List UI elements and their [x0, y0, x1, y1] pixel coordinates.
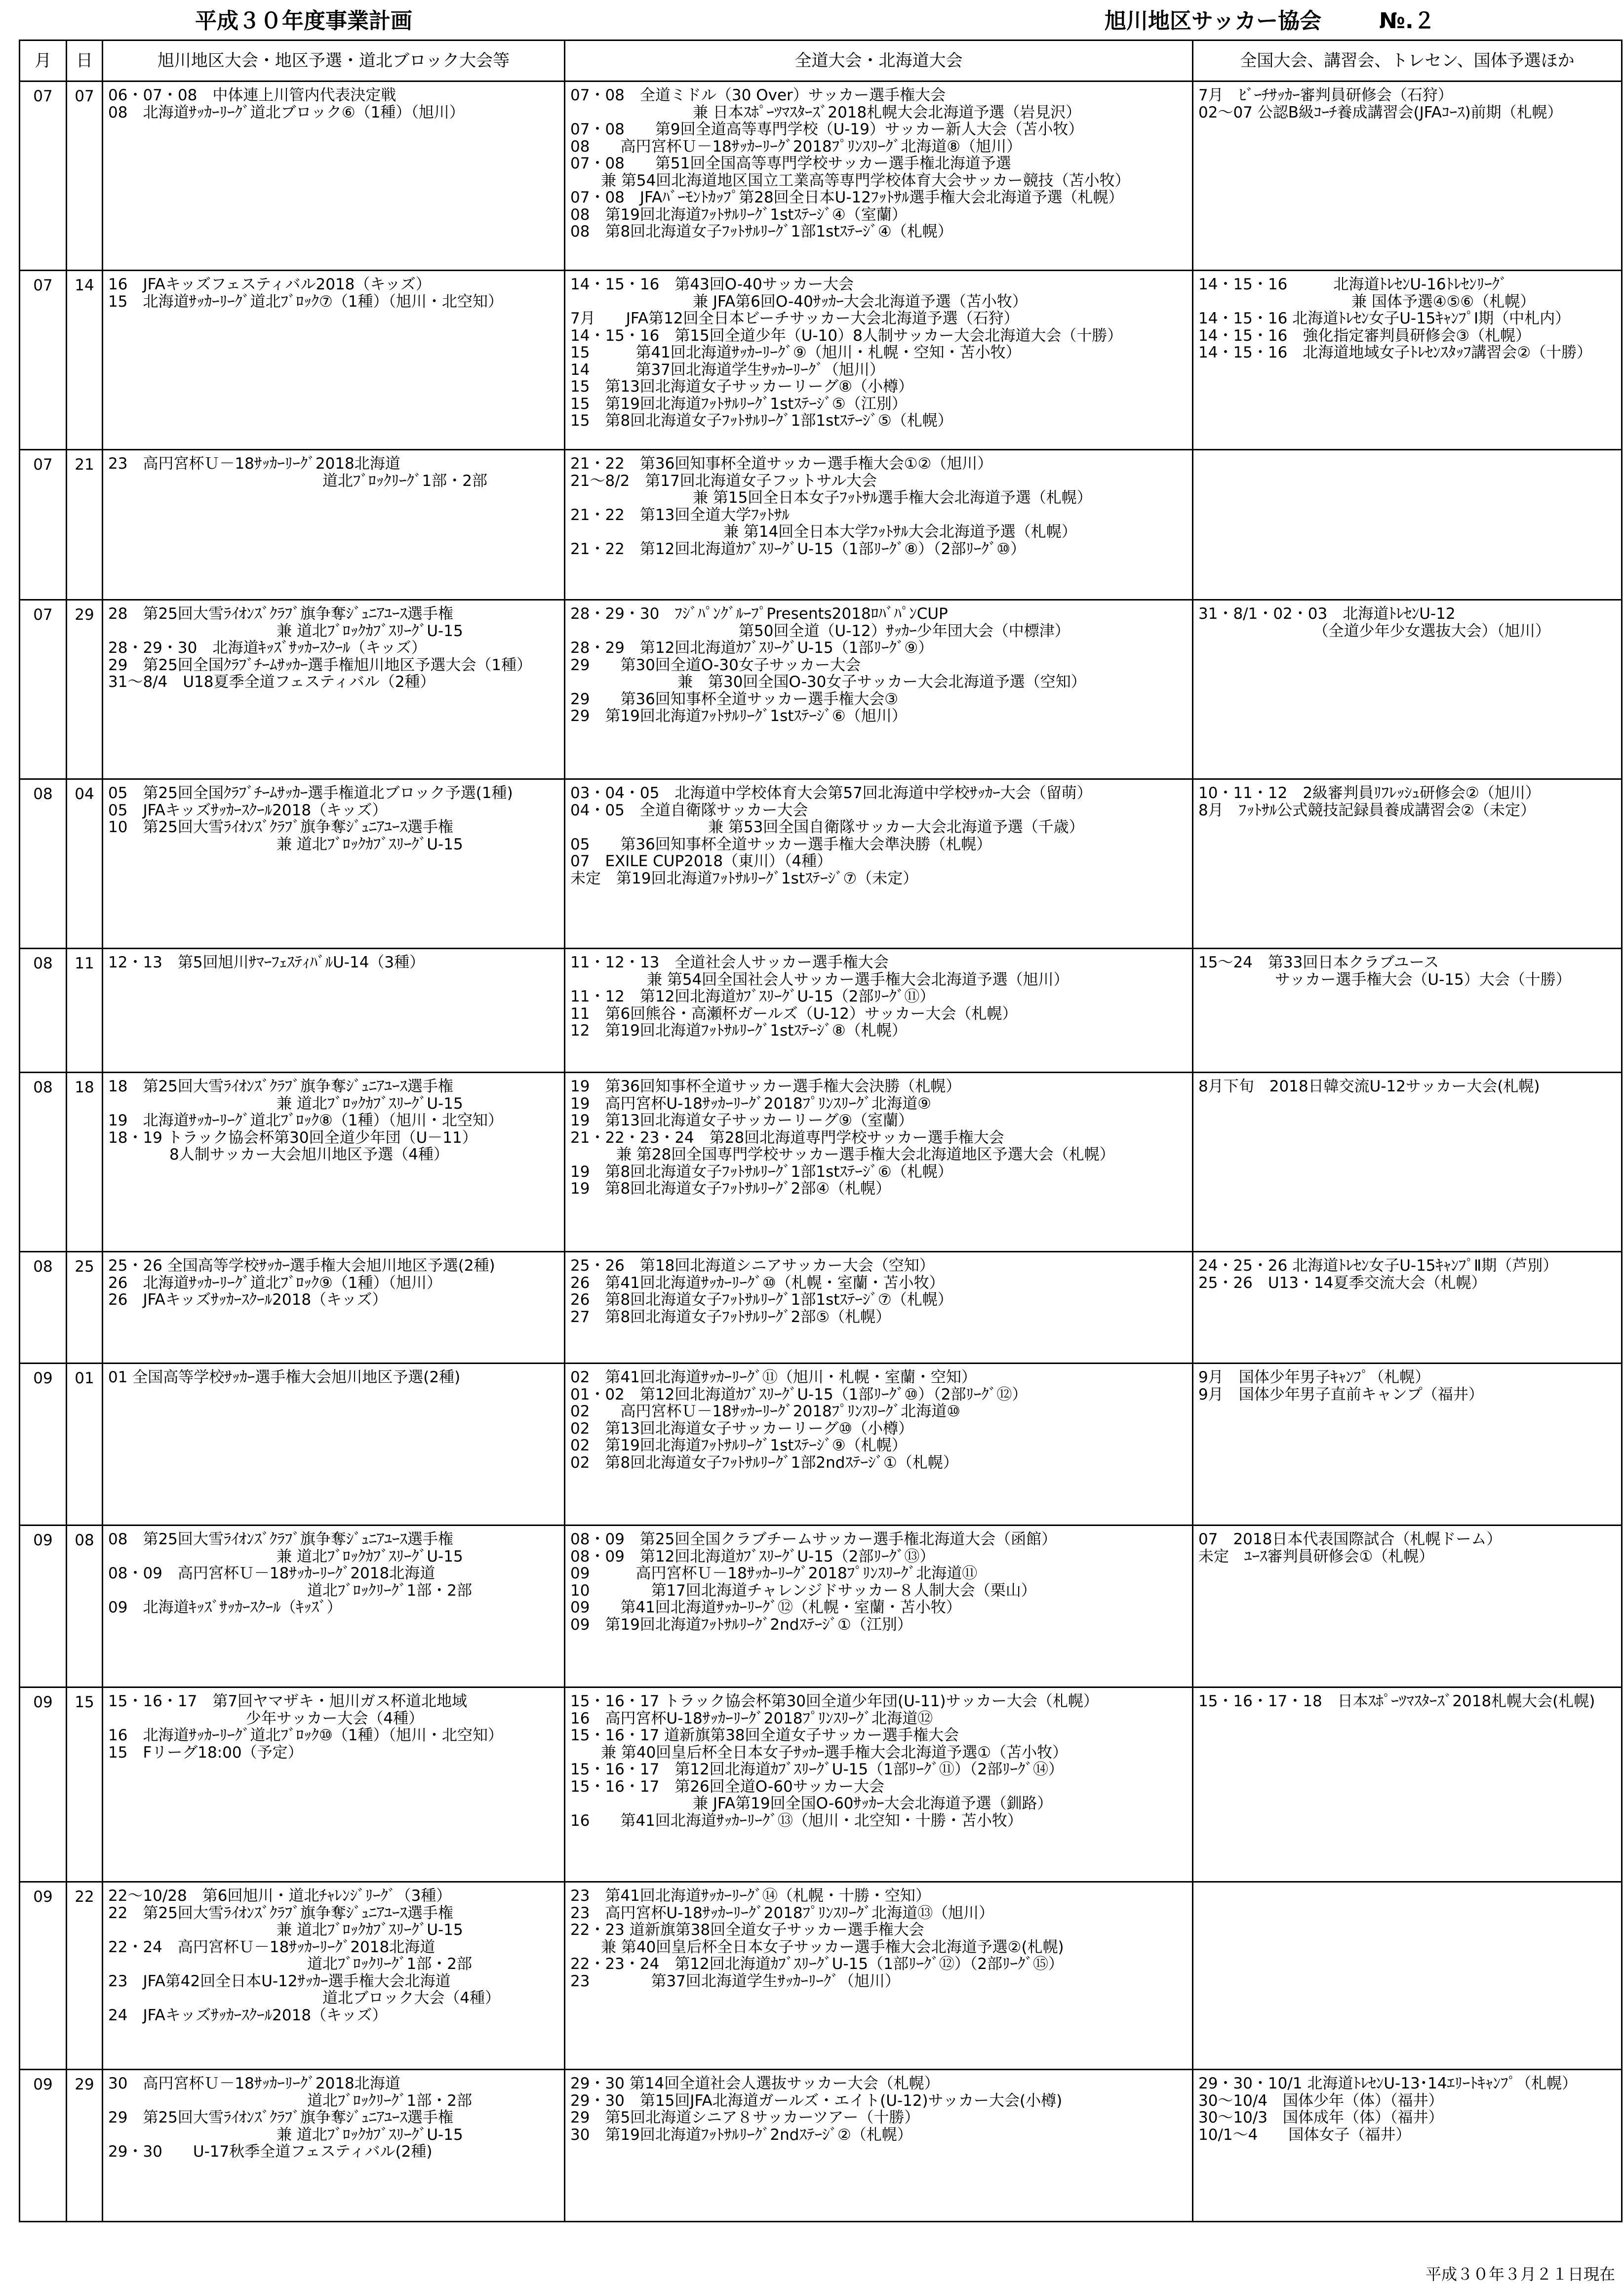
- day-cell: 22: [67, 1882, 103, 2070]
- event-line: 21・22 第36回知事杯全道サッカー選手権大会①②（旭川）: [570, 455, 993, 473]
- event-line: 07 EXILE CUP2018（東川）（4種）: [570, 853, 832, 870]
- table-header-row: [20, 40, 1622, 81]
- event-line: 14・15・16 第43回O-40サッカー大会: [570, 276, 854, 293]
- event-line: 11 第6回熊谷・高瀬杯ガールズ（U-12）サッカー大会（札幌）: [570, 1005, 1018, 1022]
- hokkaido-events-cell: [565, 949, 1193, 1073]
- national-events-cell: [1193, 271, 1622, 450]
- event-line: 11・12 第12回北海道ｶﾌﾞｽﾘｰｸﾞU-15（2部ﾘｰｸﾞ⑪）: [570, 988, 935, 1005]
- event-line: 21・22 第12回北海道ｶﾌﾞｽﾘｰｸﾞU-15（1部ﾘｰｸﾞ⑧）（2部ﾘｰｸﾞ⑩）: [570, 540, 1026, 558]
- national-events-cell: [1193, 1882, 1622, 2070]
- local-events-cell: [103, 1687, 565, 1882]
- event-line: 30～10/3 国体成年（体）（福井）: [1198, 2109, 1444, 2127]
- event-line: 09 第41回北海道ｻｯｶｰﾘｰｸﾞ⑫（札幌・室蘭・苫小牧）: [570, 1599, 961, 1616]
- local-events-cell: [103, 600, 565, 779]
- event-line: 26 JFAキッズｻｯｶｰｽｸｰﾙ2018（キッズ）: [108, 1291, 388, 1309]
- event-line: 31・8/1・02・03 北海道ﾄﾚｾﾝU-12: [1198, 605, 1456, 623]
- event-line: 10 第17回北海道チャレンジドサッカー８人制大会（栗山）: [570, 1582, 1036, 1599]
- table-row: [20, 1525, 1622, 1687]
- local-events-cell: [103, 81, 565, 271]
- event-line: 08 第8回北海道女子ﾌｯﾄｻﾙﾘｰｸﾞ1部1stｽﾃｰｼﾞ④（札幌）: [570, 223, 953, 241]
- table-row: [20, 81, 1622, 271]
- event-line: 09 高円宮杯Ｕ－18ｻｯｶｰﾘｰｸﾞ2018ﾌﾟﾘﾝｽﾘｰｸﾞ北海道⑪: [570, 1565, 978, 1582]
- hokkaido-events-cell: [565, 1687, 1193, 1882]
- event-line: 04・05 全道自衛隊サッカー大会: [570, 802, 808, 819]
- event-line: 兼 第15回全日本女子ﾌｯﾄｻﾙ選手権大会北海道予選（札幌）: [570, 489, 1092, 507]
- local-events-cell: [103, 271, 565, 450]
- local-events-cell: [103, 1073, 565, 1252]
- event-line: 07・08 第9回全道高等専門学校（U-19）サッカー新人大会（苫小牧）: [570, 121, 1084, 138]
- local-events-cell: [103, 1882, 565, 2070]
- page-number: №.２: [1379, 8, 1435, 34]
- event-line: 16 第41回北海道ｻｯｶｰﾘｰｸﾞ⑬（旭川・北空知・十勝・苫小牧）: [570, 1812, 1023, 1829]
- table-row: [20, 1073, 1622, 1252]
- local-events-cell: [103, 949, 565, 1073]
- event-line: 15 北海道ｻｯｶｰﾘｰｸﾞ道北ﾌﾞﾛｯｸ⑦（1種）（旭川・北空知）: [108, 293, 503, 310]
- event-line: 22 第25回大雪ﾗｲｵﾝｽﾞｸﾗﾌﾞ旗争奪ｼﾞｭﾆｱﾕｰｽ選手権: [108, 1904, 453, 1922]
- page-header: [0, 0, 1624, 40]
- event-line: 07 2018日本代表国際試合（札幌ドーム）: [1198, 1531, 1502, 1548]
- event-line: 兼 第53回全国自衛隊サッカー大会北海道予選（千歳）: [570, 819, 1084, 836]
- table-row: [20, 779, 1622, 949]
- header-local-events: 旭川地区大会・地区予選・道北ブロック大会等: [103, 40, 565, 81]
- table-row: [20, 1687, 1622, 1882]
- event-line: 道北ﾌﾞﾛｯｸﾘｰｸﾞ1部・2部: [108, 472, 487, 489]
- event-line: 18・19 トラック協会杯第30回全道少年団（U－11）: [108, 1129, 477, 1146]
- event-line: 24・25・26 北海道ﾄﾚｾﾝ女子U-15ｷｬﾝﾌﾟⅡ期（芦別）: [1198, 1257, 1558, 1275]
- day-cell: 04: [67, 779, 103, 949]
- event-line: 兼 JFA第19回全国O-60ｻｯｶｰ大会北海道予選（釧路）: [570, 1795, 1053, 1812]
- event-line: 道北ブロック大会（4種）: [108, 1990, 501, 2007]
- event-line: 7月 JFA第12回全日本ビーチサッカー大会北海道予選（石狩）: [570, 310, 1019, 327]
- event-line: 29・30・10/1 北海道ﾄﾚｾﾝU-13･14ｴﾘｰﾄｷｬﾝﾌﾟ（札幌）: [1198, 2075, 1578, 2092]
- event-line: 15・16・17 道新旗第38回全道女子サッカー選手権大会: [570, 1727, 959, 1744]
- event-line: 14・15・16 北海道地域女子ﾄﾚｾﾝｽﾀｯﾌ講習会②（十勝）: [1198, 344, 1592, 361]
- hokkaido-events-cell: [565, 2070, 1193, 2222]
- table-row: [20, 450, 1622, 600]
- month-cell: 09: [20, 1525, 67, 1687]
- event-line: 兼 第30回全国O-30女子サッカー大会北海道予選（空知）: [570, 674, 1086, 691]
- event-line: 09 北海道ｷｯｽﾞｻｯｶｰｽｸｰﾙ（ｷｯｽﾞ）: [108, 1599, 342, 1616]
- event-line: 15・16・17 第26回全道O-60サッカー大会: [570, 1778, 885, 1795]
- hokkaido-events-cell: [565, 81, 1193, 271]
- event-line: 23 第37回北海道学生ｻｯｶｰﾘｰｸﾞ（旭川）: [570, 1972, 900, 1990]
- event-line: 02～07 公認B級ｺｰﾁ養成講習会(JFAｺｰｽ)前期（札幌）: [1198, 104, 1563, 121]
- national-events-cell: [1193, 600, 1622, 779]
- event-line: 29 第30回全道O-30女子サッカー大会: [570, 656, 861, 674]
- event-line: 09 第19回北海道ﾌｯﾄｻﾙﾘｰｸﾞ2ndｽﾃｰｼﾞ①（江別）: [570, 1616, 912, 1633]
- event-line: 21・22・23・24 第28回北海道専門学校サッカー選手権大会: [570, 1129, 1004, 1146]
- month-cell: 07: [20, 600, 67, 779]
- event-line: 兼 第54回北海道地区国立工業高等専門学校体育大会サッカー競技（苫小牧）: [570, 172, 1130, 189]
- day-cell: 14: [67, 271, 103, 450]
- event-line: 15 第41回北海道ｻｯｶｰﾘｰｸﾞ⑨（旭川・札幌・空知・苫小牧）: [570, 344, 1021, 361]
- event-line: 29 第5回北海道シニア８サッカーツアー（十勝）: [570, 2109, 920, 2127]
- document-title: 平成３０年度事業計画: [195, 8, 412, 34]
- event-line: 16 高円宮杯U-18ｻｯｶｰﾘｰｸﾞ2018ﾌﾟﾘﾝｽﾘｰｸﾞ北海道⑫: [570, 1710, 933, 1727]
- day-cell: 25: [67, 1252, 103, 1364]
- national-events-cell: [1193, 1687, 1622, 1882]
- event-line: 兼 道北ﾌﾞﾛｯｸｶﾌﾞｽﾘｰｸﾞU-15: [108, 2126, 463, 2143]
- month-cell: 07: [20, 450, 67, 600]
- local-events-cell: [103, 2070, 565, 2222]
- event-line: 29・30 第15回JFA北海道ガールズ・エイト(U-12)サッカー大会(小樽): [570, 2092, 1063, 2109]
- day-cell: 07: [67, 81, 103, 271]
- event-line: 兼 第54回全国社会人サッカー選手権大会北海道予選（旭川）: [570, 971, 1069, 988]
- month-cell: 09: [20, 1687, 67, 1882]
- event-line: 05 第25回全国ｸﾗﾌﾞﾁｰﾑｻｯｶｰ選手権道北ブロック予選(1種): [108, 785, 513, 802]
- event-line: 21・22 第13回全道大学ﾌｯﾄｻﾙ: [570, 506, 790, 523]
- event-line: 15・16・17 第7回ヤマザキ・旭川ガス杯道北地域: [108, 1693, 468, 1710]
- event-line: 08 北海道ｻｯｶｰﾘｰｸﾞ道北ブロック⑥（1種）（旭川）: [108, 104, 465, 121]
- event-line: 05 第36回知事杯全道サッカー選手権大会準決勝（札幌）: [570, 836, 992, 853]
- event-line: 22～10/28 第6回旭川・道北ﾁｬﾚﾝｼﾞﾘｰｸﾞ（3種）: [108, 1887, 452, 1905]
- national-events-cell: [1193, 949, 1622, 1073]
- day-cell: 21: [67, 450, 103, 600]
- event-line: 16 JFAキッズフェスティバル2018（キッズ）: [108, 276, 431, 293]
- event-line: 08 第25回大雪ﾗｲｵﾝｽﾞｸﾗﾌﾞ旗争奪ｼﾞｭﾆｱﾕｰｽ選手権: [108, 1531, 453, 1548]
- national-events-cell: [1193, 779, 1622, 949]
- month-cell: 09: [20, 2070, 67, 2222]
- national-events-cell: [1193, 450, 1622, 600]
- event-line: 12・13 第5回旭川ｻﾏｰﾌｪｽﾃｨﾊﾞﾙU-14（3種）: [108, 954, 425, 971]
- event-line: 26 第41回北海道ｻｯｶｰﾘｰｸﾞ⑩（札幌・室蘭・苫小牧）: [570, 1274, 945, 1291]
- event-line: 08・09 高円宮杯Ｕ－18ｻｯｶｰﾘｰｸﾞ2018北海道: [108, 1565, 436, 1582]
- table-row: [20, 1882, 1622, 2070]
- event-line: 16 北海道ｻｯｶｰﾘｰｸﾞ道北ﾌﾞﾛｯｸ⑩（1種）（旭川・北空知）: [108, 1727, 503, 1744]
- event-line: 19 第13回北海道女子サッカーリーグ⑨（室蘭）: [570, 1112, 914, 1129]
- event-line: 03・04・05 北海道中学校体育大会第57回北海道中学校ｻｯｶｰ大会（留萌）: [570, 785, 1092, 802]
- event-line: 兼 道北ﾌﾞﾛｯｸｶﾌﾞｽﾘｰｸﾞU-15: [108, 1095, 463, 1112]
- table-row: [20, 271, 1622, 450]
- event-line: 8月 ﾌｯﾄｻﾙ公式競技記録員養成講習会②（未定）: [1198, 802, 1536, 819]
- month-cell: 08: [20, 949, 67, 1073]
- event-line: 07・08 第51回全国高等専門学校サッカー選手権北海道予選: [570, 155, 1011, 172]
- event-line: 14・15・16 第15回全道少年（U-10）8人制サッカー大会北海道大会（十勝）: [570, 327, 1123, 344]
- event-line: 01・02 第12回北海道ｶﾌﾞｽﾘｰｸﾞU-15（1部ﾘｰｸﾞ⑩）（2部ﾘｰｸﾞ⑫）: [570, 1386, 1028, 1403]
- event-line: 24 JFAキッズｻｯｶｰｽｸｰﾙ2018（キッズ）: [108, 2007, 388, 2024]
- event-line: 01 全国高等学校ｻｯｶｰ選手権大会旭川地区予選(2種): [108, 1369, 461, 1386]
- month-cell: 07: [20, 271, 67, 450]
- table-row: [20, 1252, 1622, 1364]
- month-cell: 08: [20, 1073, 67, 1252]
- header-month: 月: [20, 40, 67, 81]
- event-line: 19 第8回北海道女子ﾌｯﾄｻﾙﾘｰｸﾞ2部④（札幌）: [570, 1180, 891, 1198]
- event-line: 14・15・16 北海道ﾄﾚｾﾝU-16ﾄﾚｾﾝﾘｰｸﾞ: [1198, 276, 1507, 293]
- event-line: 兼 道北ﾌﾞﾛｯｸｶﾌﾞｽﾘｰｸﾞU-15: [108, 1548, 463, 1565]
- event-line: 02 第19回北海道ﾌｯﾄｻﾙﾘｰｸﾞ1stｽﾃｰｼﾞ⑨（札幌）: [570, 1437, 907, 1454]
- event-line: 第50回全道（U-12）ｻｯｶｰ少年団大会（中標津）: [570, 622, 1070, 640]
- event-line: 15～24 第33回日本クラブユース: [1198, 954, 1439, 971]
- event-line: 23 高円宮杯U-18ｻｯｶｰﾘｰｸﾞ2018ﾌﾟﾘﾝｽﾘｰｸﾞ北海道⑬（旭川）: [570, 1904, 994, 1922]
- event-line: 道北ﾌﾞﾛｯｸﾘｰｸﾞ1部・2部: [108, 1956, 472, 1973]
- event-line: 7月 ﾋﾞｰﾁｻｯｶｰ審判員研修会（石狩）: [1198, 87, 1453, 104]
- event-line: 未定 第19回北海道ﾌｯﾄｻﾙﾘｰｸﾞ1stｽﾃｰｼﾞ⑦（未定）: [570, 870, 918, 887]
- event-line: 21～8/2 第17回北海道女子フットサル大会: [570, 472, 877, 489]
- hokkaido-events-cell: [565, 600, 1193, 779]
- event-line: 8人制サッカー大会旭川地区予選（4種）: [108, 1146, 449, 1164]
- header-hokkaido-events: 全道大会・北海道大会: [565, 40, 1193, 81]
- event-line: 12 第19回北海道ﾌｯﾄｻﾙﾘｰｸﾞ1stｽﾃｰｼﾞ⑧（札幌）: [570, 1022, 907, 1040]
- event-line: 29・30 第14回全道社会人選抜サッカー大会（札幌）: [570, 2075, 940, 2092]
- event-line: 19 高円宮杯U-18ｻｯｶｰﾘｰｸﾞ2018ﾌﾟﾘﾝｽﾘｰｸﾞ北海道⑨: [570, 1095, 931, 1112]
- event-line: 29 第36回知事杯全道サッカー選手権大会③: [570, 690, 899, 708]
- local-events-cell: [103, 1364, 565, 1525]
- event-line: 15・16・17・18 日本ｽﾎﾟｰﾂﾏｽﾀｰｽﾞ2018札幌大会(札幌): [1198, 1693, 1595, 1710]
- event-line: 15 第13回北海道女子サッカーリーグ⑧（小樽）: [570, 378, 914, 396]
- event-line: 31～8/4 U18夏季全道フェスティバル（2種）: [108, 674, 436, 691]
- event-line: 兼 国体予選④⑤⑥（札幌）: [1198, 293, 1536, 310]
- event-line: 兼 第40回皇后杯全日本女子サッカー選手権大会北海道予選②(札幌): [570, 1938, 1064, 1956]
- table-row: [20, 600, 1622, 779]
- event-line: 22・23 道新旗第38回全道女子サッカー選手権大会: [570, 1922, 924, 1939]
- event-line: 11・12・13 全道社会人サッカー選手権大会: [570, 954, 889, 971]
- event-line: 19 第36回知事杯全道サッカー選手権大会決勝（札幌）: [570, 1078, 961, 1095]
- event-line: 9月 国体少年男子直前キャンプ（福井）: [1198, 1386, 1484, 1403]
- table-row: [20, 2070, 1622, 2222]
- event-line: 08・09 第12回北海道ｶﾌﾞｽﾘｰｸﾞU-15（2部ﾘｰｸﾞ⑬）: [570, 1548, 935, 1565]
- event-line: 10・11・12 2級審判員ﾘﾌﾚｯｼｭ研修会②（旭川）: [1198, 785, 1541, 802]
- hokkaido-events-cell: [565, 779, 1193, 949]
- event-line: 15・16・17 トラック協会杯第30回全道少年団(U-11)サッカー大会（札幌）: [570, 1693, 1099, 1710]
- event-line: 18 第25回大雪ﾗｲｵﾝｽﾞｸﾗﾌﾞ旗争奪ｼﾞｭﾆｱﾕｰｽ選手権: [108, 1078, 453, 1095]
- schedule-table: [19, 40, 1623, 2222]
- local-events-cell: [103, 1252, 565, 1364]
- event-line: 兼 道北ﾌﾞﾛｯｸｶﾌﾞｽﾘｰｸﾞU-15: [108, 1922, 463, 1939]
- national-events-cell: [1193, 81, 1622, 271]
- event-line: 兼 JFA第6回O-40ｻｯｶｰ大会北海道予選（苫小牧）: [570, 293, 1028, 310]
- national-events-cell: [1193, 2070, 1622, 2222]
- hokkaido-events-cell: [565, 1073, 1193, 1252]
- national-events-cell: [1193, 1073, 1622, 1252]
- event-line: 26 第8回北海道女子ﾌｯﾄｻﾙﾘｰｸﾞ1部1stｽﾃｰｼﾞ⑦（札幌）: [570, 1291, 953, 1309]
- event-line: 10 第25回大雪ﾗｲｵﾝｽﾞｸﾗﾌﾞ旗争奪ｼﾞｭﾆｱﾕｰｽ選手権: [108, 819, 453, 836]
- event-line: 07・08 JFAﾊﾞｰﾓﾝﾄｶｯﾌﾟ第28回全日本U-12ﾌｯﾄｻﾙ選手権大会北海道予選（札幌）: [570, 189, 1124, 206]
- day-cell: 29: [67, 2070, 103, 2222]
- table-row: [20, 949, 1622, 1073]
- event-line: 05 JFAキッズｻｯｶｰｽｸｰﾙ2018（キッズ）: [108, 802, 388, 819]
- hokkaido-events-cell: [565, 1882, 1193, 2070]
- hokkaido-events-cell: [565, 1364, 1193, 1525]
- event-line: サッカー選手権大会（U-15）大会（十勝）: [1198, 971, 1571, 988]
- day-cell: 08: [67, 1525, 103, 1687]
- event-line: 22・23・24 第12回北海道ｶﾌﾞｽﾘｰｸﾞU-15（1部ﾘｰｸﾞ⑫）（2部ﾘｰｸﾞ⑮）: [570, 1956, 1064, 1973]
- event-line: 25・26 第18回北海道シニアサッカー大会（空知）: [570, 1257, 935, 1275]
- event-line: 兼 道北ﾌﾞﾛｯｸｶﾌﾞｽﾘｰｸﾞU-15: [108, 836, 463, 853]
- local-events-cell: [103, 1525, 565, 1687]
- event-line: 9月 国体少年男子ｷｬﾝﾌﾟ（札幌）: [1198, 1369, 1430, 1386]
- national-events-cell: [1193, 1525, 1622, 1687]
- event-line: 23 高円宮杯Ｕ－18ｻｯｶｰﾘｰｸﾞ2018北海道: [108, 455, 400, 473]
- local-events-cell: [103, 450, 565, 600]
- event-line: 15 第19回北海道ﾌｯﾄｻﾙﾘｰｸﾞ1stｽﾃｰｼﾞ⑤（江別）: [570, 395, 907, 412]
- schedule-body: [20, 81, 1622, 2222]
- event-line: 23 第41回北海道ｻｯｶｰﾘｰｸﾞ⑭（札幌・十勝・空知）: [570, 1887, 931, 1905]
- event-line: 兼 第14回全日本大学ﾌｯﾄｻﾙ大会北海道予選（札幌）: [570, 523, 1077, 541]
- event-line: 02 第8回北海道女子ﾌｯﾄｻﾙﾘｰｸﾞ1部2ndｽﾃｰｼﾞ①（札幌）: [570, 1454, 958, 1471]
- event-line: 14・15・16 強化指定審判員研修会③（札幌）: [1198, 327, 1531, 344]
- month-cell: 08: [20, 779, 67, 949]
- national-events-cell: [1193, 1252, 1622, 1364]
- event-line: 08・09 第25回全国クラブチームサッカー選手権北海道大会（函館）: [570, 1531, 1057, 1548]
- organization-name: 旭川地区サッカー協会: [1105, 8, 1322, 34]
- event-line: 道北ﾌﾞﾛｯｸﾘｰｸﾞ1部・2部: [108, 2092, 472, 2109]
- day-cell: 01: [67, 1364, 103, 1525]
- hokkaido-events-cell: [565, 450, 1193, 600]
- hokkaido-events-cell: [565, 1525, 1193, 1687]
- month-cell: 08: [20, 1252, 67, 1364]
- event-line: 30 高円宮杯Ｕ－18ｻｯｶｰﾘｰｸﾞ2018北海道: [108, 2075, 400, 2092]
- event-line: 兼 道北ﾌﾞﾛｯｸｶﾌﾞｽﾘｰｸﾞU-15: [108, 622, 463, 640]
- day-cell: 15: [67, 1687, 103, 1882]
- day-cell: 18: [67, 1073, 103, 1252]
- header-national-events: 全国大会、講習会、トレセン、国体予選ほか: [1193, 40, 1622, 81]
- event-line: （全道少年少女選抜大会）（旭川）: [1198, 622, 1550, 640]
- local-events-cell: [103, 779, 565, 949]
- day-cell: 29: [67, 600, 103, 779]
- event-line: 兼 日本ｽﾎﾟｰﾂﾏｽﾀｰｽﾞ2018札幌大会北海道予選（岩見沢）: [570, 104, 1081, 121]
- event-line: 08 高円宮杯Ｕ－18ｻｯｶｰﾘｰｸﾞ2018ﾌﾟﾘﾝｽﾘｰｸﾞ北海道⑧（旭川）: [570, 138, 1022, 155]
- event-line: 06・07・08 中体連上川管内代表決定戦: [108, 87, 396, 104]
- event-line: 道北ﾌﾞﾛｯｸﾘｰｸﾞ1部・2部: [108, 1582, 472, 1599]
- event-line: 28・29・30 ﾌｼﾞﾊﾟﾝｸﾞﾙｰﾌﾟPresents2018ﾛﾊﾞﾊﾟﾝCUP: [570, 605, 948, 623]
- event-line: 08 第19回北海道ﾌｯﾄｻﾙﾘｰｸﾞ1stｽﾃｰｼﾞ④（室蘭）: [570, 206, 907, 223]
- month-cell: 09: [20, 1882, 67, 2070]
- event-line: 30 第19回北海道ﾌｯﾄｻﾙﾘｰｸﾞ2ndｽﾃｰｼﾞ②（札幌）: [570, 2126, 912, 2143]
- event-line: 26 北海道ｻｯｶｰﾘｰｸﾞ道北ﾌﾞﾛｯｸ⑨（1種）（旭川）: [108, 1274, 442, 1291]
- event-line: 02 第41回北海道ｻｯｶｰﾘｰｸﾞ⑪（旭川・札幌・室蘭・空知）: [570, 1369, 977, 1386]
- event-line: 28 第25回大雪ﾗｲｵﾝｽﾞｸﾗﾌﾞ旗争奪ｼﾞｭﾆｱﾕｰｽ選手権: [108, 605, 453, 623]
- event-line: 兼 第28回全国専門学校サッカー選手権大会北海道地区予選大会（札幌）: [570, 1146, 1115, 1164]
- event-line: 29 第25回大雪ﾗｲｵﾝｽﾞｸﾗﾌﾞ旗争奪ｼﾞｭﾆｱﾕｰｽ選手権: [108, 2109, 453, 2127]
- event-line: 兼 第40回皇后杯全日本女子ｻｯｶｰ選手権大会北海道予選①（苫小牧）: [570, 1744, 1068, 1761]
- event-line: 19 北海道ｻｯｶｰﾘｰｸﾞ道北ﾌﾞﾛｯｸ⑧（1種）（旭川・北空知）: [108, 1112, 503, 1129]
- event-line: 29 第25回全国ｸﾗﾌﾞﾁｰﾑｻｯｶｰ選手権旭川地区予選大会（1種）: [108, 656, 532, 674]
- event-line: 28・29 第12回北海道ｶﾌﾞｽﾘｰｸﾞU-15（1部ﾘｰｸﾞ⑨）: [570, 640, 934, 657]
- event-line: 10/1～4 国体女子（福井）: [1198, 2126, 1411, 2143]
- event-line: 少年サッカー大会（4種）: [108, 1710, 424, 1727]
- event-line: 27 第8回北海道女子ﾌｯﾄｻﾙﾘｰｸﾞ2部⑤（札幌）: [570, 1308, 891, 1325]
- event-line: 30～10/4 国体少年（体）（福井）: [1198, 2092, 1444, 2109]
- day-cell: 11: [67, 949, 103, 1073]
- event-line: 29 第19回北海道ﾌｯﾄｻﾙﾘｰｸﾞ1stｽﾃｰｼﾞ⑥（旭川）: [570, 708, 907, 725]
- month-cell: 09: [20, 1364, 67, 1525]
- event-line: 15・16・17 第12回北海道ｶﾌﾞｽﾘｰｸﾞU-15（1部ﾘｰｸﾞ⑪）（2部ﾘｰｸﾞ⑭）: [570, 1761, 1064, 1778]
- event-line: 14・15・16 北海道ﾄﾚｾﾝ女子U-15ｷｬﾝﾌﾟⅠ期（中札内）: [1198, 310, 1571, 327]
- national-events-cell: [1193, 1364, 1622, 1525]
- event-line: 25・26 U13・14夏季交流大会（札幌）: [1198, 1274, 1487, 1291]
- event-line: 25・26 全国高等学校ｻｯｶｰ選手権大会旭川地区予選(2種): [108, 1257, 495, 1275]
- header-day: 日: [67, 40, 103, 81]
- event-line: 15 第8回北海道女子ﾌｯﾄｻﾙﾘｰｸﾞ1部1stｽﾃｰｼﾞ⑤（札幌）: [570, 412, 953, 430]
- event-line: 02 第13回北海道女子サッカーリーグ⑩（小樽）: [570, 1420, 914, 1437]
- month-cell: 07: [20, 81, 67, 271]
- event-line: 28・29・30 北海道ｷｯｽﾞｻｯｶｰｽｸｰﾙ（キッズ）: [108, 640, 427, 657]
- event-line: 07・08 全道ミドル（30 Over）サッカー選手権大会: [570, 87, 946, 104]
- table-row: [20, 1364, 1622, 1525]
- as-of-date: 平成３０年３月２１日現在: [1425, 2265, 1615, 2284]
- event-line: 14 第37回北海道学生ｻｯｶｰﾘｰｸﾞ（旭川）: [570, 361, 885, 378]
- event-line: 02 高円宮杯Ｕ－18ｻｯｶｰﾘｰｸﾞ2018ﾌﾟﾘﾝｽﾘｰｸﾞ北海道⑩: [570, 1403, 961, 1420]
- event-line: 15 Fリーグ18:00（予定）: [108, 1744, 303, 1761]
- event-line: 29・30 U-17秋季全道フェスティバル(2種): [108, 2143, 433, 2161]
- event-line: 未定 ﾕｰｽ審判員研修会①（札幌）: [1198, 1548, 1434, 1565]
- event-line: 8月下旬 2018日韓交流U-12サッカー大会(札幌): [1198, 1078, 1540, 1095]
- hokkaido-events-cell: [565, 271, 1193, 450]
- event-line: 23 JFA第42回全日本U-12ｻｯｶｰ選手権大会北海道: [108, 1972, 451, 1990]
- event-line: 22・24 高円宮杯Ｕ－18ｻｯｶｰﾘｰｸﾞ2018北海道: [108, 1938, 436, 1956]
- hokkaido-events-cell: [565, 1252, 1193, 1364]
- event-line: 19 第8回北海道女子ﾌｯﾄｻﾙﾘｰｸﾞ1部1stｽﾃｰｼﾞ⑥（札幌）: [570, 1163, 953, 1180]
